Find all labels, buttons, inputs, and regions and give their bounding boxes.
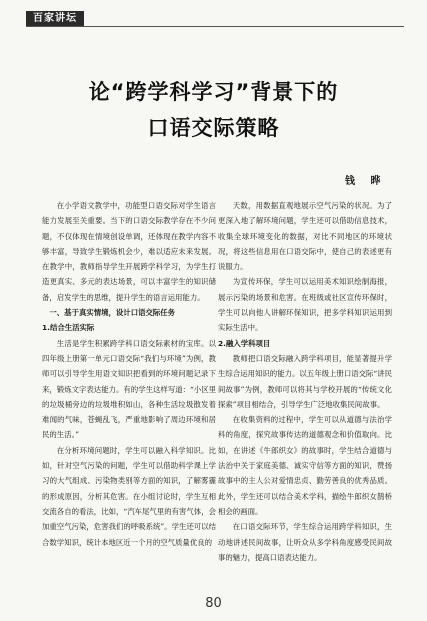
section-heading: 一、基于真实情境，设计口语交际任务 — [49, 308, 176, 318]
right-column — [218, 198, 392, 578]
paragraph: 在分析环境问题时，学生可以融入科学知识。比如，针对空气污染的问题，学生可以借助科学课上学习的大气组成、污染物类别等方面的知识，了解雾霾的形成原因，分析其危害。在小组讨论时，学生互相交流各自的看法，比如，“汽车尾气里的有害气体，会加重空气污染，危害我们的呼吸系统”。学生还可以结合数学知识，统计本地区近一个月的空气质量优良的 — [42, 445, 216, 547]
paragraph: 天数，用数据直观地展示空气污染的状况。为了更深入地了解环境问题，学生还可以借助信息技术，收集全球环境变化的数据，对比不同地区的环境状况，将这些信息用在口语交际中，使自己的表述更有说服力。 — [218, 201, 392, 272]
paragraph: 教师把口语交际融入跨学科项目，能显著提升学生综合运用知识的能力。以五年级上册口语交际“讲民间故事”为例，教师可以将其与学校开展的“传统文化探索”项目相结合，引导学生广泛地收集民间故事。 — [218, 353, 392, 409]
left-column — [42, 198, 216, 590]
subsection-heading: 2.融入学科项目 — [218, 338, 271, 348]
page-number: 80 — [205, 596, 222, 611]
paragraph: 为宣传环保，学生可以运用美术知识绘制海报，展示污染的场景和危害。在班级或社区宣传环保时，学生可以向他人讲解环保知识，把多学科知识运用到实际生活中。 — [218, 277, 392, 333]
section-header-bar — [26, 12, 404, 27]
paragraph: 在收集资料的过程中，学生可以从道德与法治学科的角度，探究故事传达的道德观念和价值取向。比如，在讲述《牛郎织女》的故事时，学生结合道德与法治中关于家庭美德、诚实守信等方面的知识，赞扬故事中的主人公对爱情忠贞、勤劳善良的优秀品质。此外，学生还可以结合美术学科，描绘牛郎织女鹊桥相会的画面。 — [218, 415, 392, 516]
paragraph: 在口语交际环节，学生综合运用跨学科知识，生动地讲述民间故事，让听众从多学科角度感受民间故事的魅力，提高口语表达能力。 — [218, 522, 392, 562]
article-title-line1: 论“跨学科学习”背景下的 — [88, 80, 339, 104]
author-name: 钱 晔 — [345, 176, 387, 187]
section-tag: 百家讲坛 — [26, 11, 84, 26]
article-title-line2: 口语交际策略 — [147, 116, 280, 140]
subsection-heading: 1.结合生活实际 — [42, 323, 95, 333]
paragraph: 生活是学生积累跨学科口语交际素材的宝库。以四年级上册第一单元口语交际“我们与环境”为例，教师可以引导学生用语文知识把看到的环境问题记录下来，锻炼文字表达能力。有的学生这样写道：“小区里的垃圾桶旁边的垃圾堆积如山，各种生活垃圾散发着难闻的气味，苍蝇乱飞，严重地影响了周边环境和居民的生活。” — [42, 338, 216, 440]
paragraph: 在小学语文教学中，功能型口语交际对学生语言能力发展至关重要。当下的口语交际教学存在不少问题，不仅体现在情境创设单调，还体现在教学内容不够丰富，导致学生锻炼机会少，难以适应未来发展。在教学中，教师指导学生开展跨学科学习，为学生打造更真实、多元的表达场景，可以丰富学生的知识储备，启发学生的思维，提升学生的语言运用能力。 — [42, 201, 216, 302]
